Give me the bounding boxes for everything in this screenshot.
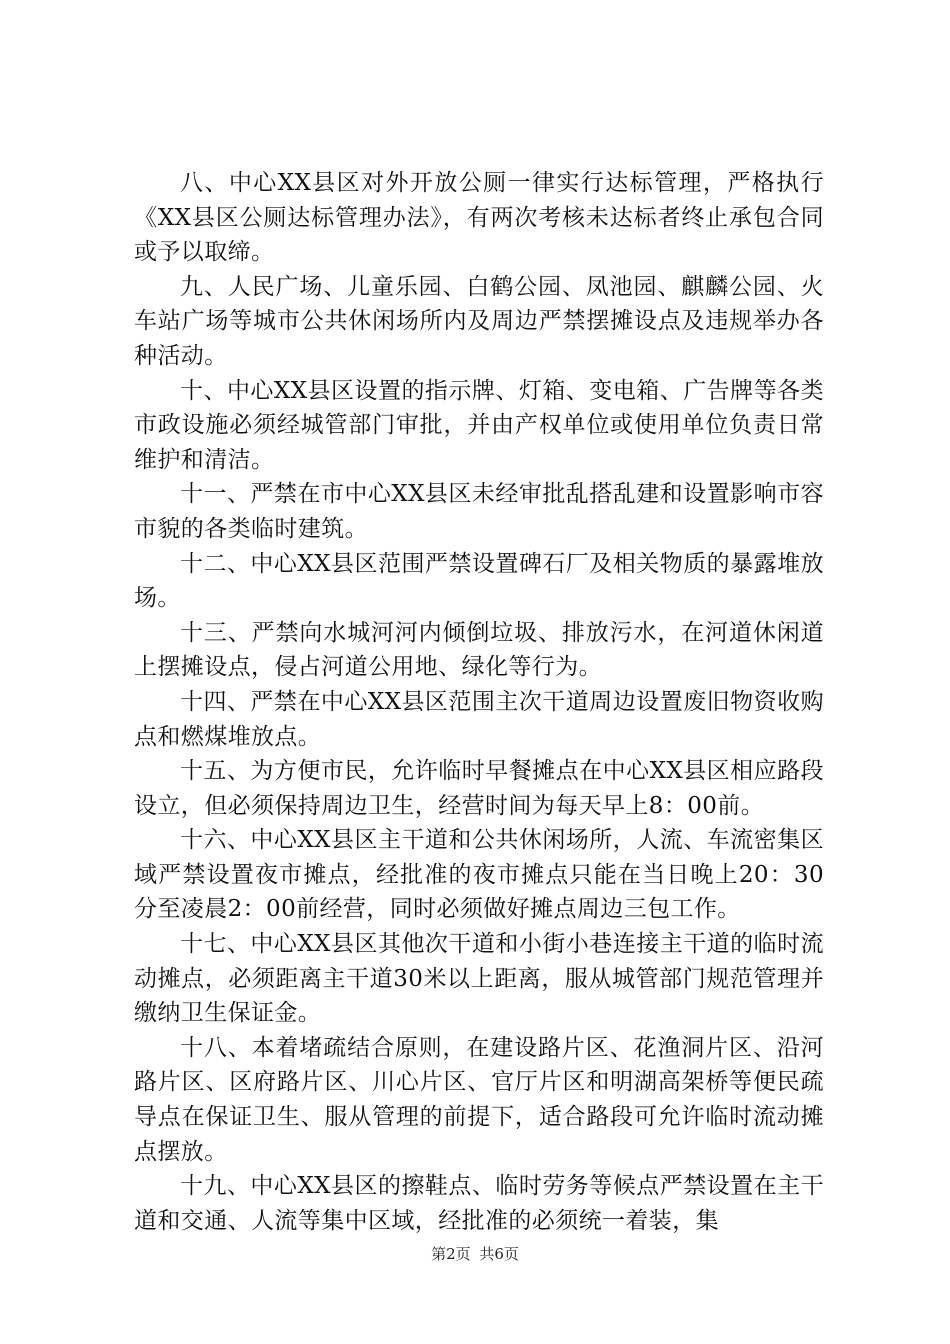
- paragraph-10: 十、中心XX县区设置的指示牌、灯箱、变电箱、广告牌等各类市政设施必须经城管部门审批，并由产权单位或使用单位负责日常维护和清洁。: [134, 377, 824, 473]
- document-body: [134, 166, 824, 1238]
- page-number: 第2页: [431, 1245, 471, 1263]
- paragraph-13: 十三、严禁向水城河河内倾倒垃圾、排放污水，在河道休闲道上摆摊设点，侵占河道公用地、绿化等行为。: [134, 619, 824, 681]
- page-footer: [0, 1244, 950, 1264]
- paragraph-8: 八、中心XX县区对外开放公厕一律实行达标管理，严格执行《XX县区公厕达标管理办法》，有两次考核未达标者终止承包合同或予以取缔。: [134, 170, 824, 266]
- paragraph-15: 十五、为方便市民，允许临时早餐摊点在中心XX县区相应路段设立，但必须保持周边卫生，经营时间为每天早上8：00前。: [134, 758, 824, 819]
- paragraph-16: 十六、中心XX县区主干道和公共休闲场所，人流、车流密集区域严禁设置夜市摊点，经批准的夜市摊点只能在当日晚上20：30分至凌晨2：00前经营，同时必须做好摊点周边三包工作。: [134, 827, 824, 923]
- paragraph-17: 十七、中心XX县区其他次干道和小街小巷连接主干道的临时流动摊点，必须距离主干道30米以上距离，服从城管部门规范管理并缴纳卫生保证金。: [134, 931, 824, 1027]
- paragraph-11: 十一、严禁在市中心XX县区未经审批乱搭乱建和设置影响市容市貌的各类临时建筑。: [134, 481, 824, 542]
- paragraph-18: 十八、本着堵疏结合原则，在建设路片区、花渔洞片区、沿河路片区、区府路片区、川心片区、官厅片区和明湖高架桥等便民疏导点在保证卫生、服从管理的前提下，适合路段可允许临时流动摊点摆放。: [134, 1034, 824, 1165]
- paragraph-12: 十二、中心XX县区范围严禁设置碑石厂及相关物质的暴露堆放场。: [134, 550, 824, 612]
- paragraph-9: 九、人民广场、儿童乐园、白鹤公园、凤池园、麒麟公园、火车站广场等城市公共休闲场所内及周边严禁摆摊设点及违规举办各种活动。: [134, 273, 824, 369]
- paragraph-19: 十九、中心XX县区的擦鞋点、临时劳务等候点严禁设置在主干道和交通、人流等集中区域，经批准的必须统一着装，集: [134, 1173, 824, 1234]
- page-total: 共6页: [479, 1245, 519, 1263]
- paragraph-14: 十四、严禁在中心XX县区范围主次干道周边设置废旧物资收购点和燃煤堆放点。: [134, 688, 824, 750]
